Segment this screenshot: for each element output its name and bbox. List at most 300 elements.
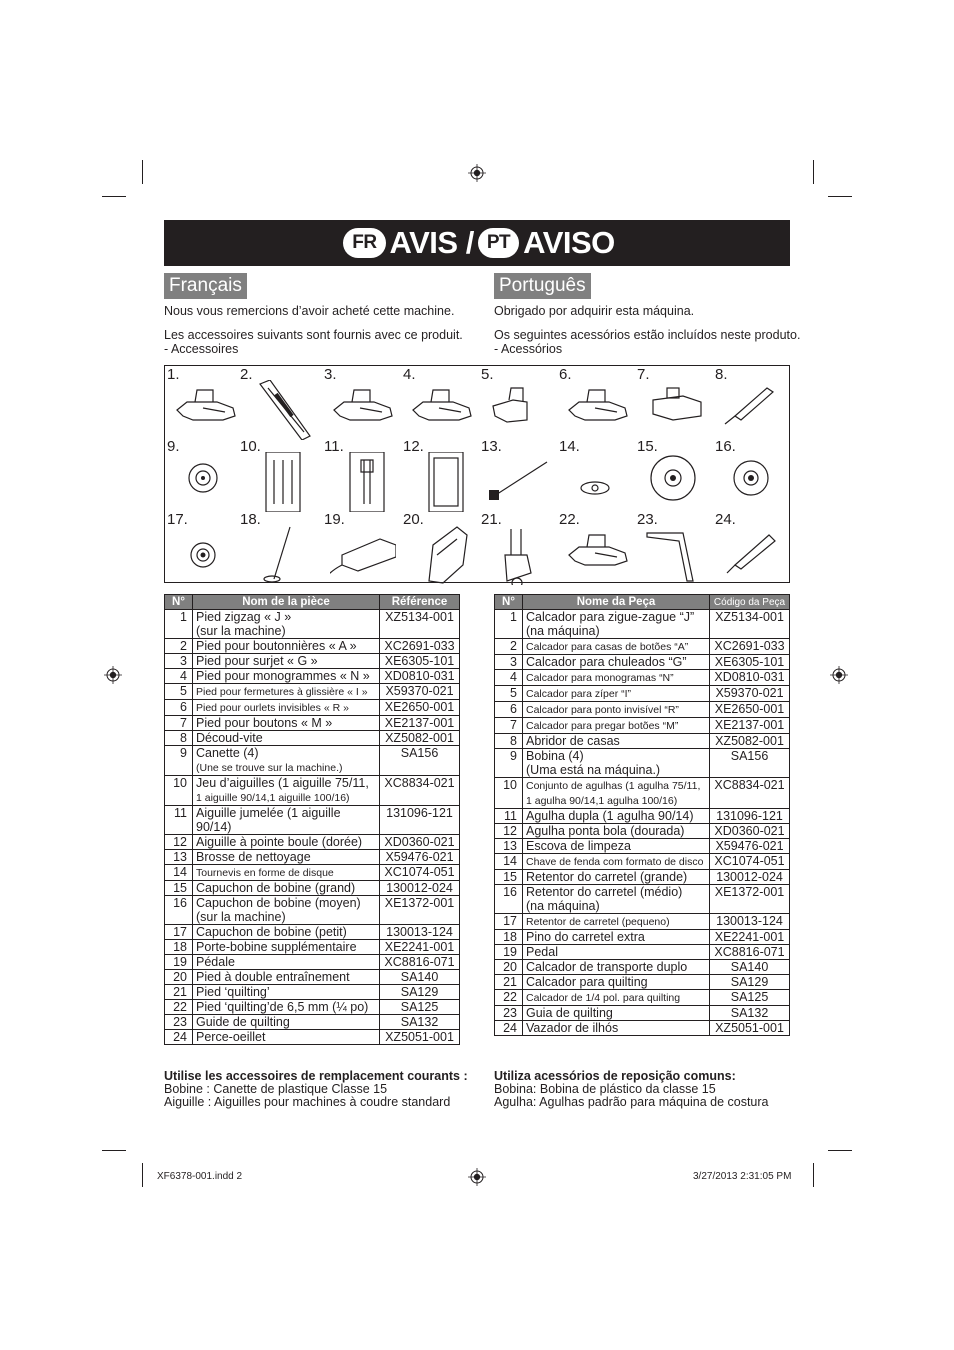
part-name: Calcador para quilting xyxy=(526,975,648,989)
part-reference: XE6305-101 xyxy=(710,655,790,670)
presser-foot-zigzag-icon xyxy=(173,380,239,440)
accessory-number: 9. xyxy=(167,438,180,455)
part-number: 1 xyxy=(165,610,193,639)
part-reference: 130013-124 xyxy=(380,925,460,940)
part-name: Pied pour boutons « M » xyxy=(196,716,333,730)
part-name: Calcador de transporte duplo xyxy=(526,960,688,974)
table-row xyxy=(495,718,790,734)
part-number: 3 xyxy=(495,655,523,670)
part-number: 11 xyxy=(165,806,193,835)
part-reference: 131096-121 xyxy=(380,806,460,835)
part-reference: XE2137-001 xyxy=(710,718,790,734)
table-row xyxy=(165,1015,460,1030)
table-row xyxy=(495,702,790,718)
part-reference: XE6305-101 xyxy=(380,654,460,669)
registration-mark-icon xyxy=(468,1168,486,1186)
part-reference: XD0810-031 xyxy=(380,669,460,684)
table-row xyxy=(165,850,460,865)
part-number: 18 xyxy=(165,940,193,955)
part-reference: SA156 xyxy=(710,749,790,778)
blind-stitch-foot-icon xyxy=(565,380,631,440)
part-name-cell xyxy=(193,746,380,776)
part-name-cell xyxy=(523,945,710,960)
accessory-grid xyxy=(164,365,790,583)
part-name-cell xyxy=(523,1006,710,1021)
accessory-item xyxy=(635,438,713,511)
part-number: 10 xyxy=(165,776,193,806)
part-name-cell xyxy=(523,686,710,702)
table-row xyxy=(165,940,460,955)
part-reference: SA125 xyxy=(710,990,790,1006)
table-row xyxy=(165,731,460,746)
part-name-cell xyxy=(193,700,380,716)
part-name-note: (Uma está na máquina.) xyxy=(526,763,661,777)
pt-note-title: Utiliza acessórios de reposição comuns: xyxy=(494,1069,736,1083)
accessory-number: 21. xyxy=(481,511,502,528)
part-number: 10 xyxy=(495,778,523,809)
twin-needle-icon xyxy=(330,452,396,512)
part-name-cell xyxy=(193,654,380,669)
table-row xyxy=(165,684,460,700)
part-name: Calcador para pregar botões “M” xyxy=(526,720,679,732)
part-reference: XD0360-021 xyxy=(710,824,790,839)
part-name: Pedal xyxy=(526,945,558,959)
part-reference: XC1074-051 xyxy=(380,865,460,881)
part-name: Conjunto de agulhas (1 agulha 75/11, xyxy=(526,780,701,792)
part-name-cell xyxy=(193,835,380,850)
foot-controller-icon xyxy=(330,525,396,585)
part-reference: 131096-121 xyxy=(710,809,790,824)
accessory-number: 15. xyxy=(637,438,658,455)
accessory-item xyxy=(322,366,400,439)
part-name: Pied zigzag « J » xyxy=(196,610,292,624)
title-avis: AVIS / xyxy=(389,225,474,260)
part-reference: X59476-021 xyxy=(710,839,790,854)
part-name-cell xyxy=(523,854,710,870)
accessory-item xyxy=(713,511,791,584)
parts-table-french xyxy=(164,594,460,1045)
table-row xyxy=(165,669,460,684)
accessory-item xyxy=(557,366,635,439)
eyelet-punch-icon xyxy=(721,525,787,585)
table-row xyxy=(495,930,790,945)
table-row xyxy=(495,990,790,1006)
part-reference: 130012-024 xyxy=(710,870,790,885)
header-number: N° xyxy=(165,595,193,610)
accessory-number: 5. xyxy=(481,366,494,383)
pt-thanks: Obrigado por adquirir esta máquina. xyxy=(494,304,695,318)
part-reference: XZ5082-001 xyxy=(710,734,790,749)
part-name-cell xyxy=(193,610,380,639)
part-reference: XZ5082-001 xyxy=(380,731,460,746)
spool-cap-large-icon xyxy=(643,452,709,512)
part-number: 20 xyxy=(165,970,193,985)
part-reference: SA125 xyxy=(380,1000,460,1015)
part-name: Pied ‘quilting’de 6,5 mm (¼ po) xyxy=(196,1000,369,1014)
part-number: 15 xyxy=(165,881,193,896)
part-name: Pied pour surjet « G » xyxy=(196,654,318,668)
part-name-cell xyxy=(523,610,710,639)
disc-screwdriver-icon xyxy=(565,452,631,512)
part-reference: XC2691-033 xyxy=(380,639,460,654)
table-row xyxy=(495,945,790,960)
accessory-number: 8. xyxy=(715,366,728,383)
parts-table-portuguese xyxy=(494,594,790,1036)
part-number: 3 xyxy=(165,654,193,669)
table-row xyxy=(495,809,790,824)
accessory-item xyxy=(635,366,713,439)
part-name: Guide de quilting xyxy=(196,1015,290,1029)
part-name-cell xyxy=(193,850,380,865)
table-row xyxy=(165,881,460,896)
part-name-cell xyxy=(193,669,380,684)
bobbin-icon xyxy=(173,452,239,512)
part-name-cell xyxy=(523,914,710,930)
part-number: 8 xyxy=(165,731,193,746)
part-reference: XZ5134-001 xyxy=(380,610,460,639)
part-name-cell xyxy=(193,985,380,1000)
part-reference: XZ5051-001 xyxy=(380,1030,460,1045)
part-name-note: (na máquina) xyxy=(526,624,600,638)
accessory-number: 22. xyxy=(559,511,580,528)
part-reference: XE1372-001 xyxy=(380,896,460,925)
table-row xyxy=(495,610,790,639)
part-number: 22 xyxy=(495,990,523,1006)
part-name: Jeu d’aiguilles (1 aiguille 75/11, xyxy=(196,776,369,790)
fr-note-title: Utilise les accessoires de remplacement courants : xyxy=(164,1069,468,1083)
table-row xyxy=(165,806,460,835)
crop-mark xyxy=(102,196,126,197)
registration-mark-icon xyxy=(104,666,122,684)
part-reference: XD0360-021 xyxy=(380,835,460,850)
part-name: Découd-vite xyxy=(196,731,263,745)
crop-mark xyxy=(828,196,852,197)
table-row xyxy=(495,655,790,670)
part-number: 14 xyxy=(165,865,193,881)
part-reference: XE2650-001 xyxy=(710,702,790,718)
part-number: 2 xyxy=(495,639,523,655)
accessory-number: 18. xyxy=(240,511,261,528)
table-row xyxy=(495,670,790,686)
accessory-number: 24. xyxy=(715,511,736,528)
part-reference: XC1074-051 xyxy=(710,854,790,870)
part-name: Pied pour ourlets invisibles « R » xyxy=(196,702,349,714)
part-number: 4 xyxy=(495,670,523,686)
cleaning-brush-icon xyxy=(487,452,553,512)
part-name-note: 1 aiguille 90/14,1 aiguille 100/16) xyxy=(196,792,350,804)
accessory-number: 23. xyxy=(637,511,658,528)
accessory-item xyxy=(401,511,479,584)
pt-bullet: - Acessórios xyxy=(494,342,563,356)
footer-date: 3/27/2013 2:31:05 PM xyxy=(693,1171,792,1182)
part-number: 15 xyxy=(495,870,523,885)
part-reference: SA140 xyxy=(710,960,790,975)
accessory-number: 17. xyxy=(167,511,188,528)
part-name-cell xyxy=(523,930,710,945)
part-number: 13 xyxy=(495,839,523,854)
part-name-cell xyxy=(193,776,380,806)
part-name: Capuchon de bobine (petit) xyxy=(196,925,347,939)
part-number: 21 xyxy=(165,985,193,1000)
fr-badge: FR xyxy=(343,228,385,258)
part-name-cell xyxy=(193,806,380,835)
part-number: 21 xyxy=(495,975,523,990)
part-name: Retentor do carretel (médio) xyxy=(526,885,683,899)
part-reference: SA156 xyxy=(380,746,460,776)
part-reference: XZ5051-001 xyxy=(710,1021,790,1036)
part-name: Guia de quilting xyxy=(526,1006,613,1020)
section-heading-french: Français xyxy=(164,273,247,299)
part-name-cell xyxy=(523,718,710,734)
part-name-cell xyxy=(523,670,710,686)
accessory-number: 6. xyxy=(559,366,572,383)
part-number: 16 xyxy=(495,885,523,914)
part-name: Escova de limpeza xyxy=(526,839,631,853)
table-row xyxy=(165,776,460,806)
table-row xyxy=(165,896,460,925)
overcasting-foot-icon xyxy=(330,380,396,440)
part-reference: XC2691-033 xyxy=(710,639,790,655)
part-name-note: (Une se trouve sur la machine.) xyxy=(196,762,343,774)
table-row xyxy=(165,700,460,716)
part-number: 23 xyxy=(495,1006,523,1021)
accessory-item xyxy=(165,438,243,511)
accessory-item xyxy=(322,438,400,511)
part-number: 18 xyxy=(495,930,523,945)
part-reference: XC8834-021 xyxy=(710,778,790,809)
part-name: Calcador para zíper “I” xyxy=(526,688,632,700)
part-name: Calcador para chuleados “G” xyxy=(526,655,687,669)
part-number: 17 xyxy=(165,925,193,940)
part-number: 1 xyxy=(495,610,523,639)
table-row xyxy=(165,955,460,970)
part-name: Capuchon de bobine (moyen) xyxy=(196,896,361,910)
part-name: Agulha dupla (1 agulha 90/14) xyxy=(526,809,694,823)
part-name: Calcador para monogramas “N” xyxy=(526,672,674,684)
needle-set-icon xyxy=(246,452,312,512)
part-reference: SA132 xyxy=(710,1006,790,1021)
part-name: Retentor do carretel (grande) xyxy=(526,870,688,884)
part-number: 17 xyxy=(495,914,523,930)
part-reference: XD0810-031 xyxy=(710,670,790,686)
part-reference: XC8816-071 xyxy=(380,955,460,970)
part-name: Capuchon de bobine (grand) xyxy=(196,881,356,895)
part-number: 5 xyxy=(165,684,193,700)
part-name-cell xyxy=(523,824,710,839)
part-name-cell xyxy=(193,731,380,746)
fr-thanks: Nous vous remercions d’avoir acheté cette machine. xyxy=(164,304,455,318)
part-name: Pied pour monogrammes « N » xyxy=(196,669,370,683)
part-name: Pied ‘quilting’ xyxy=(196,985,270,999)
part-reference: X59370-021 xyxy=(380,684,460,700)
walking-foot-icon xyxy=(409,525,475,585)
part-number: 23 xyxy=(165,1015,193,1030)
pt-intro: Os seguintes acessórios estão incluídos neste produto. xyxy=(494,328,801,342)
part-name: Calcador para casas de botões “A” xyxy=(526,641,689,653)
table-row xyxy=(495,854,790,870)
part-reference: XE2241-001 xyxy=(380,940,460,955)
part-reference: X59476-021 xyxy=(380,850,460,865)
fr-intro: Les accessoires suivants sont fournis avec ce produit. xyxy=(164,328,463,342)
zipper-foot-icon xyxy=(487,380,553,440)
part-name-cell xyxy=(193,639,380,654)
part-number: 14 xyxy=(495,854,523,870)
pt-note-needle: Agulha: Agulhas padrão para máquina de costura xyxy=(494,1095,769,1109)
part-reference: XZ5134-001 xyxy=(710,610,790,639)
table-row xyxy=(165,835,460,850)
accessory-item xyxy=(713,366,791,439)
part-reference: XC8834-021 xyxy=(380,776,460,806)
part-reference: XE2241-001 xyxy=(710,930,790,945)
part-name: Aiguille à pointe boule (dorée) xyxy=(196,835,363,849)
part-reference: X59370-021 xyxy=(710,686,790,702)
crop-mark xyxy=(142,1163,143,1187)
quarter-inch-foot-icon xyxy=(565,525,631,585)
buttonhole-foot-icon xyxy=(246,380,312,440)
pt-note-bobbin: Bobina: Bobina de plástico da classe 15 xyxy=(494,1082,716,1096)
fr-note-needle: Aiguille : Aiguilles pour machines à coudre standard xyxy=(164,1095,451,1109)
accessory-number: 1. xyxy=(167,366,180,383)
accessory-item xyxy=(557,511,635,584)
table-row xyxy=(495,639,790,655)
part-name-cell xyxy=(523,885,710,914)
accessory-number: 10. xyxy=(240,438,261,455)
accessory-item xyxy=(165,511,243,584)
spool-cap-small-icon xyxy=(173,525,239,585)
part-number: 7 xyxy=(165,716,193,731)
part-number: 2 xyxy=(165,639,193,654)
registration-mark-icon xyxy=(468,164,486,182)
table-row xyxy=(165,865,460,881)
crop-mark xyxy=(813,160,814,184)
part-name: Bobina (4) xyxy=(526,749,584,763)
accessory-item xyxy=(479,511,557,584)
table-row xyxy=(495,1021,790,1036)
part-number: 6 xyxy=(495,702,523,718)
part-name-cell xyxy=(193,881,380,896)
table-row xyxy=(495,686,790,702)
table-row xyxy=(495,824,790,839)
table-row xyxy=(495,870,790,885)
part-name-cell xyxy=(523,639,710,655)
table-row xyxy=(165,716,460,731)
part-name: Vazador de ilhós xyxy=(526,1021,619,1035)
table-row xyxy=(495,778,790,809)
part-name-note: (sur la machine) xyxy=(196,624,286,638)
part-name: Pino do carretel extra xyxy=(526,930,645,944)
part-name-cell xyxy=(523,839,710,854)
footer-filename: XF6378-001.indd 2 xyxy=(157,1171,243,1182)
part-number: 12 xyxy=(495,824,523,839)
part-name-cell xyxy=(193,940,380,955)
table-row xyxy=(495,734,790,749)
table-header-row xyxy=(495,595,790,610)
part-number: 20 xyxy=(495,960,523,975)
part-name: Brosse de nettoyage xyxy=(196,850,311,864)
accessory-number: 14. xyxy=(559,438,580,455)
accessory-number: 19. xyxy=(324,511,345,528)
part-number: 13 xyxy=(165,850,193,865)
part-name: Canette (4) xyxy=(196,746,259,760)
part-name-cell xyxy=(193,1000,380,1015)
part-number: 22 xyxy=(165,1000,193,1015)
table-row xyxy=(165,985,460,1000)
table-row xyxy=(495,960,790,975)
table-row xyxy=(165,654,460,669)
part-name-cell xyxy=(193,896,380,925)
part-name: Perce-oeillet xyxy=(196,1030,266,1044)
crop-mark xyxy=(828,1150,852,1151)
part-name-cell xyxy=(523,960,710,975)
part-name: Agulha ponta bola (dourada) xyxy=(526,824,685,838)
part-number: 8 xyxy=(495,734,523,749)
part-name: Pied pour fermetures à glissière « I » xyxy=(196,686,368,698)
part-reference: SA129 xyxy=(380,985,460,1000)
registration-mark-icon xyxy=(830,666,848,684)
title-aviso: AVISO xyxy=(523,225,615,260)
accessory-item xyxy=(557,438,635,511)
crop-mark xyxy=(102,1150,126,1151)
pt-badge: PT xyxy=(478,228,519,258)
part-number: 6 xyxy=(165,700,193,716)
accessory-item xyxy=(238,511,316,584)
table-row xyxy=(495,1006,790,1021)
accessory-number: 2. xyxy=(240,366,253,383)
table-row xyxy=(165,1000,460,1015)
part-name: Calcador para zigue-zague “J” xyxy=(526,610,695,624)
fr-note-bobbin: Bobine : Canette de plastique Classe 15 xyxy=(164,1082,388,1096)
part-name-cell xyxy=(523,809,710,824)
header-number: N° xyxy=(495,595,523,610)
part-name-cell xyxy=(193,955,380,970)
accessory-number: 16. xyxy=(715,438,736,455)
header-reference: Código da Peça xyxy=(710,595,790,610)
quilting-foot-icon xyxy=(487,525,553,585)
monogramming-foot-icon xyxy=(409,380,475,440)
part-name-cell xyxy=(523,655,710,670)
part-name-cell xyxy=(523,778,710,809)
part-number: 16 xyxy=(165,896,193,925)
part-name: Calcador para ponto invisível “R” xyxy=(526,704,679,716)
crop-mark xyxy=(813,1163,814,1187)
table-row xyxy=(495,914,790,930)
part-name: Calcador de 1/4 pol. para quilting xyxy=(526,992,681,1004)
accessory-item xyxy=(238,438,316,511)
part-name-cell xyxy=(523,749,710,778)
section-heading-portuguese: Português xyxy=(494,273,591,299)
part-number: 9 xyxy=(165,746,193,776)
accessory-item xyxy=(401,366,479,439)
spool-cap-medium-icon xyxy=(721,452,787,512)
part-name-cell xyxy=(193,970,380,985)
header-reference: Référence xyxy=(380,595,460,610)
table-row xyxy=(165,970,460,985)
part-name: Retentor de carretel (pequeno) xyxy=(526,916,670,928)
crop-mark xyxy=(142,160,143,184)
accessory-number: 11. xyxy=(324,438,344,455)
part-name-cell xyxy=(193,865,380,881)
accessory-item xyxy=(479,438,557,511)
table-row xyxy=(495,749,790,778)
part-number: 11 xyxy=(495,809,523,824)
header-name: Nome da Peça xyxy=(523,595,710,610)
part-reference: XE2650-001 xyxy=(380,700,460,716)
part-name: Abridor de casas xyxy=(526,734,620,748)
spool-pin-icon xyxy=(246,525,312,585)
part-name: Aiguille jumelée (1 aiguille 90/14) xyxy=(196,806,341,834)
accessory-item xyxy=(635,511,713,584)
accessory-number: 20. xyxy=(403,511,424,528)
